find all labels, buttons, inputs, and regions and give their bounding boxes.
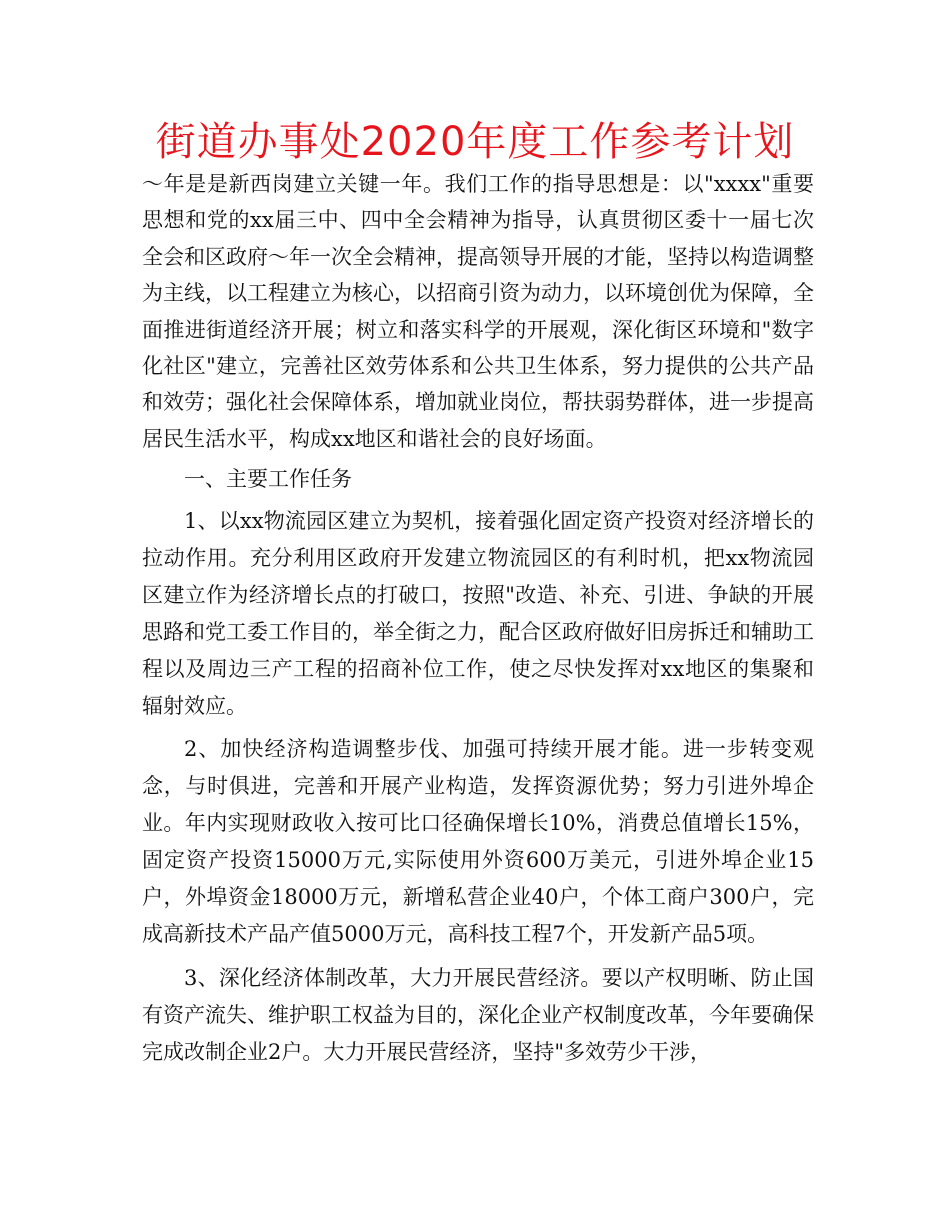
task-paragraph-1: 1、以xx物流园区建立为契机，接着强化固定资产投资对经济增长的拉动作用。充分利用区政府开发建立物流园区的有利时机，把xx物流园区建立作为经济增长点的打破口，按照"改造、补充、引进、争缺的开展思路和党工委工作目的，举全街之力，配合区政府做好旧房拆迁和辅助工程以及周边三产工程的招商补位工作，使之尽快发挥对xx地区的集聚和辐射效应。	[142, 508, 814, 718]
document-title: 街道办事处2020年度工作参考计划	[155, 119, 795, 165]
section-heading: 一、主要工作任务	[184, 467, 352, 492]
document-body	[142, 166, 814, 1071]
task-paragraph-3: 3、深化经济体制改革，大力开展民营经济。要以产权明晰、防止国有资产流失、维护职工权益为目的，深化企业产权制度改革，今年要确保完成改制企业2户。大力开展民营经济，坚持"多效劳少干涉，	[142, 965, 814, 1064]
task-paragraph-2: 2、加快经济构造调整步伐、加强可持续开展才能。进一步转变观念，与时俱进，完善和开展产业构造，发挥资源优势；努力引进外埠企业。年内实现财政收入按可比口径确保增长10%，消费总值增长15%，固定资产投资15000万元,实际使用外资600万美元，引进外埠企业15户，外埠资金18000万元，新增私营企业40户，个体工商户300户，完成高新技术产品产值5000万元，高科技工程7个，开发新产品5项。	[142, 736, 814, 946]
intro-paragraph: ～年是是新西岗建立关键一年。我们工作的指导思想是：以"xxxx"重要思想和党的xx届三中、四中全会精神为指导，认真贯彻区委十一届七次全会和区政府～年一次全会精神，提高领导开展的才能，坚持以构造调整为主线，以工程建立为核心，以招商引资为动力，以环境创优为保障，全面推进街道经济开展；树立和落实科学的开展观，深化街区环境和"数字化社区"建立，完善社区效劳体系和公共卫生体系，努力提供的公共产品和效劳；强化社会保障体系，增加就业岗位，帮扶弱势群体，进一步提高居民生活水平，构成xx地区和谐社会的良好场面。	[142, 172, 814, 451]
